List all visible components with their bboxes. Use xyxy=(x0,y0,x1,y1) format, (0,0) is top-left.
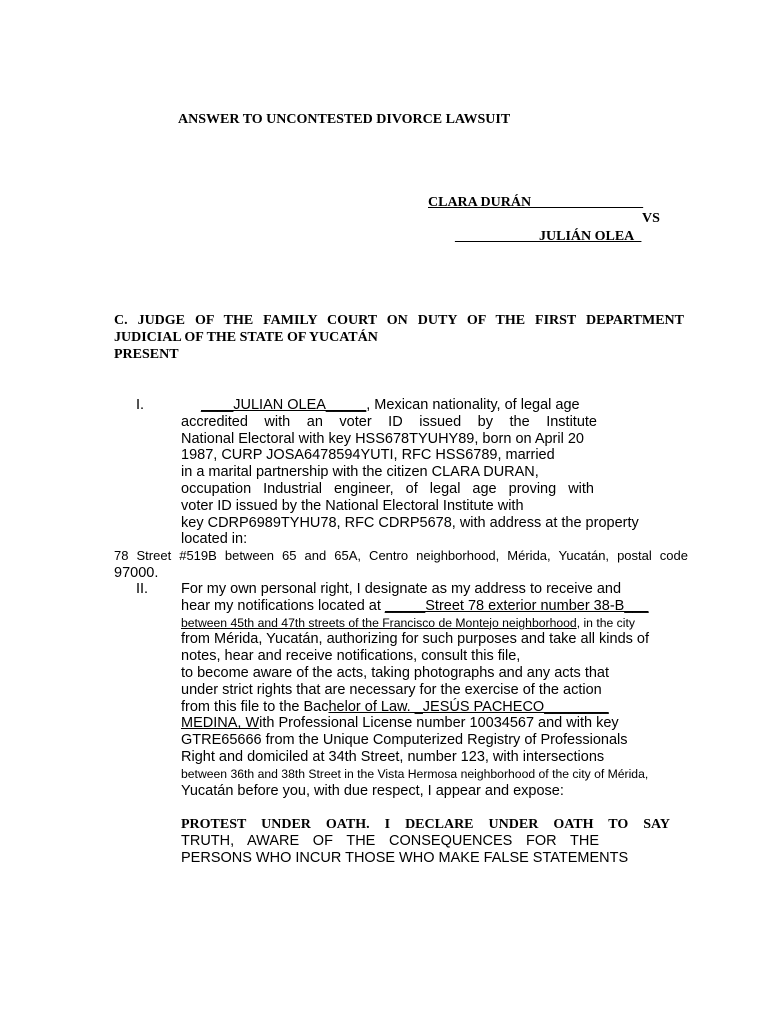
section-1-line-4: 1987, CURP JOSA6478594YUTI, RFC HSS6789, married xyxy=(181,447,555,464)
versus-label: VS xyxy=(642,211,660,226)
protest-line-2: TRUTH, AWARE OF THE CONSEQUENCES FOR THE xyxy=(181,833,599,849)
addressee-line-2: JUDICIAL OF THE STATE OF YUCATÁN xyxy=(114,330,378,345)
section-2-line-1: For my own personal right, I designate as my address to receive and xyxy=(181,581,622,597)
addressee-line-1: C. JUDGE OF THE FAMILY COURT ON DUTY OF THE FIRST DEPARTMENT xyxy=(114,313,684,328)
attorney-name-field: helor of Law. _JESÚS PACHECO________ xyxy=(328,698,609,715)
declarant-name-field: ____JULIAN OLEA_____ xyxy=(201,397,367,413)
section-1-line-2: accredited with an voter ID issued by the Institute xyxy=(181,413,597,430)
section-2-line-10: GTRE65666 from the Unique Computerized Registry of Professionals xyxy=(181,732,628,749)
section-2-line-3-tail: , in the city xyxy=(576,615,635,630)
property-address-line-2: 97000. xyxy=(114,564,159,581)
section-2-line-13: Yucatán before you, with due respect, I appear and expose: xyxy=(181,782,564,799)
section-1-line-7: voter ID issued by the National Electoral Institute with xyxy=(181,497,524,514)
defendant-name: ____________JULIÁN OLEA_ xyxy=(455,229,642,244)
protest-line-3: PERSONS WHO INCUR THOSE WHO MAKE FALSE STATEMENTS xyxy=(181,850,629,866)
plaintiff-name: CLARA DURÁN________________ xyxy=(428,195,644,210)
section-2-line-6: to become aware of the acts, taking photographs and any acts that xyxy=(181,664,610,681)
section-numeral-2: II. xyxy=(136,581,149,597)
section-1-line-1-rest: , Mexican nationality, of legal age xyxy=(366,397,580,413)
protest-line-1: PROTEST UNDER OATH. I DECLARE UNDER OATH TO SAY xyxy=(181,817,670,832)
court-addressee xyxy=(114,312,684,363)
section-1-line-5: in a marital partnership with the citizen CLARA DURAN, xyxy=(181,464,539,481)
section-2-line-11: Right and domiciled at 34th Street, number 123, with intersections xyxy=(181,748,605,765)
section-numeral-1: I. xyxy=(136,397,145,413)
property-address-line-1: 78 Street #519B between 65 and 65A, Centro neighborhood, Mérida, Yucatán, postal code xyxy=(114,548,688,563)
attorney-surname-field: MEDINA, W xyxy=(181,715,260,732)
section-1-line-8: key CDRP6989TYHU78, RFC CDRP5678, with address at the property xyxy=(181,514,639,531)
property-address xyxy=(114,548,688,582)
section-2-line-12: between 36th and 38th Street in the Vista Hermosa neighborhood of the city of Mérida, xyxy=(181,766,649,781)
section-2-line-3 xyxy=(181,615,671,632)
section-2-line-2 xyxy=(181,598,671,615)
section-1-line-9: located in: xyxy=(181,531,248,548)
section-1-body xyxy=(181,397,663,548)
protest-statement xyxy=(181,816,670,867)
section-1-line-6: occupation Industrial engineer, of legal age proving with xyxy=(181,480,594,497)
section-2-line-4: from Mérida, Yucatán, authorizing for such purposes and take all kinds of xyxy=(181,631,650,648)
notification-address-detail: between 45th and 47th streets of the Francisco de Montejo neighborhood xyxy=(181,615,577,630)
section-2-line-7: under strict rights that are necessary for the exercise of the action xyxy=(181,681,602,698)
section-1-line-3: National Electoral with key HSS678TYUHY89, born on April 20 xyxy=(181,430,584,447)
section-2-line-2-pre: hear my notifications located at xyxy=(181,597,385,614)
document-title: ANSWER TO UNCONTESTED DIVORCE LAWSUIT xyxy=(178,112,511,127)
section-2-body xyxy=(181,581,671,799)
notification-address-field: _____Street 78 exterior number 38-B___ xyxy=(384,597,649,614)
section-2-line-8 xyxy=(181,699,671,716)
section-1-line-1 xyxy=(181,397,630,414)
addressee-line-3: PRESENT xyxy=(114,347,179,362)
section-2-line-9 xyxy=(181,715,671,732)
section-2-line-5: notes, hear and receive notifications, consult this file, xyxy=(181,648,521,665)
section-2-line-8-pre: from this file to the Bac xyxy=(181,698,329,715)
section-2-line-9-rest: ith Professional License number 10034567 and with key xyxy=(259,715,619,732)
